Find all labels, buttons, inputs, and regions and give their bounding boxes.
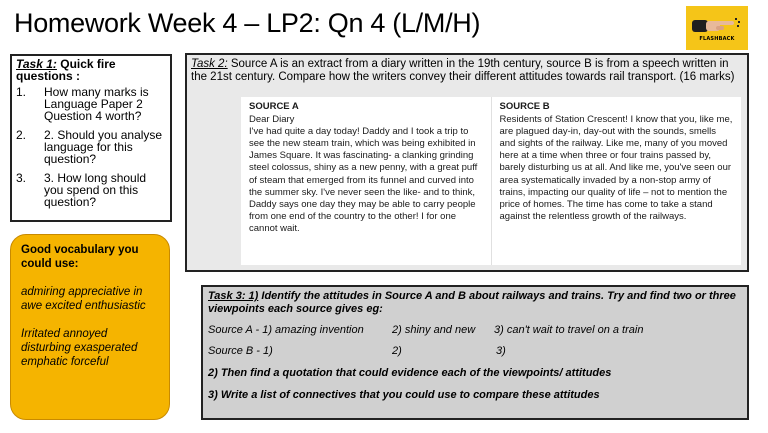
task1-heading	[16, 58, 166, 82]
source-a-text: Dear Diary I've had quite a day today! Daddy and I took a trip to see the new steam train, which was being exhibited in James Square. It was fascinating- a clanking grinding steel colossus, shiny as a new penny, with a great puff of steam that emerged from its funnel and curved into the summer sky. I've never seen the like- and to think, Daddy says one day they may be able to carry people from one end of the country to the other! I for one cannot wait.	[249, 114, 478, 234]
task2-panel	[185, 53, 749, 272]
source-b	[491, 97, 742, 265]
task3-step-2: 2) Then find a quotation that could evidence each of the viewpoints/ attitudes	[208, 367, 612, 379]
source-a	[241, 97, 491, 265]
task2-text: Source A is an extract from a diary written in the 19th century, source B is from a speech written in the 21st century. Compare how the writers convey their different attitudes towards rail transport. (16 marks)	[191, 58, 735, 83]
source-a-viewpoint-2: 2) shiny and new	[392, 324, 476, 336]
task3-instruction	[208, 290, 742, 316]
source-b-viewpoints	[208, 345, 742, 358]
logo-text: FLASHBACK	[699, 36, 735, 42]
task3-text: Identify the attitudes in Source A and B about railways and trains. Try and find two or three viewpoints each source gives eg:	[208, 290, 736, 315]
task1-heading-text: Quick fire questions :	[16, 57, 116, 83]
task1-panel	[10, 54, 172, 222]
question-item	[16, 172, 166, 208]
question-number: 2.	[16, 128, 27, 142]
task2-prompt	[191, 58, 743, 84]
source-b-viewpoint-1: Source B - 1)	[208, 345, 273, 357]
page-title: Homework Week 4 – LP2: Qn 4 (L/M/H)	[14, 8, 481, 38]
question-item	[16, 86, 166, 122]
source-b-viewpoint-2: 2)	[392, 345, 402, 357]
task3-label: Task 3: 1)	[208, 290, 259, 302]
pointing-hand-icon	[686, 6, 748, 50]
question-text: 3. How long should you spend on this question?	[44, 171, 147, 209]
source-a-heading: SOURCE A	[249, 101, 299, 112]
question-number: 3.	[16, 171, 27, 185]
vocabulary-box	[10, 234, 170, 420]
question-number: 1.	[16, 85, 27, 99]
task2-label: Task 2:	[191, 58, 228, 70]
flashback-logo	[686, 6, 748, 50]
positive-words: admiring appreciative in awe excited enthusiastic	[21, 286, 146, 312]
task3-step-3: 3) Write a list of connectives that you could use to compare these attitudes	[208, 389, 600, 401]
source-a-viewpoint-3: 3) can't wait to travel on a train	[494, 324, 644, 336]
source-b-heading: SOURCE B	[499, 101, 550, 112]
task3-panel	[201, 285, 749, 420]
source-a-viewpoints	[208, 324, 742, 337]
vocabulary-heading: Good vocabulary you could use:	[21, 244, 139, 270]
source-a-viewpoint-1: Source A - 1) amazing invention	[208, 324, 364, 336]
task1-label: Task 1:	[16, 57, 57, 71]
question-text: How many marks is Language Paper 2 Question 4 worth?	[44, 85, 149, 123]
question-item	[16, 129, 166, 165]
negative-words: Irritated annoyed disturbing exasperated emphatic forceful	[21, 328, 138, 368]
question-text: 2. Should you analyse language for this question?	[44, 128, 163, 166]
sources-extract	[241, 97, 741, 265]
source-b-text: Residents of Station Crescent! I know that you, like me, are plagued day-in, day-out with the sounds, smells and sights of the railway. Like me, many of you moved here at a time when three or four trains passed by, barely disturbing us at all. And like me, you've seen our area systematically invaded by a non-stop army of trains, impacting our quality of life – not to mention the price of homes. The time has come to take a stand against the relentless growth of the railways.	[499, 114, 733, 222]
source-b-viewpoint-3: 3)	[496, 345, 506, 357]
